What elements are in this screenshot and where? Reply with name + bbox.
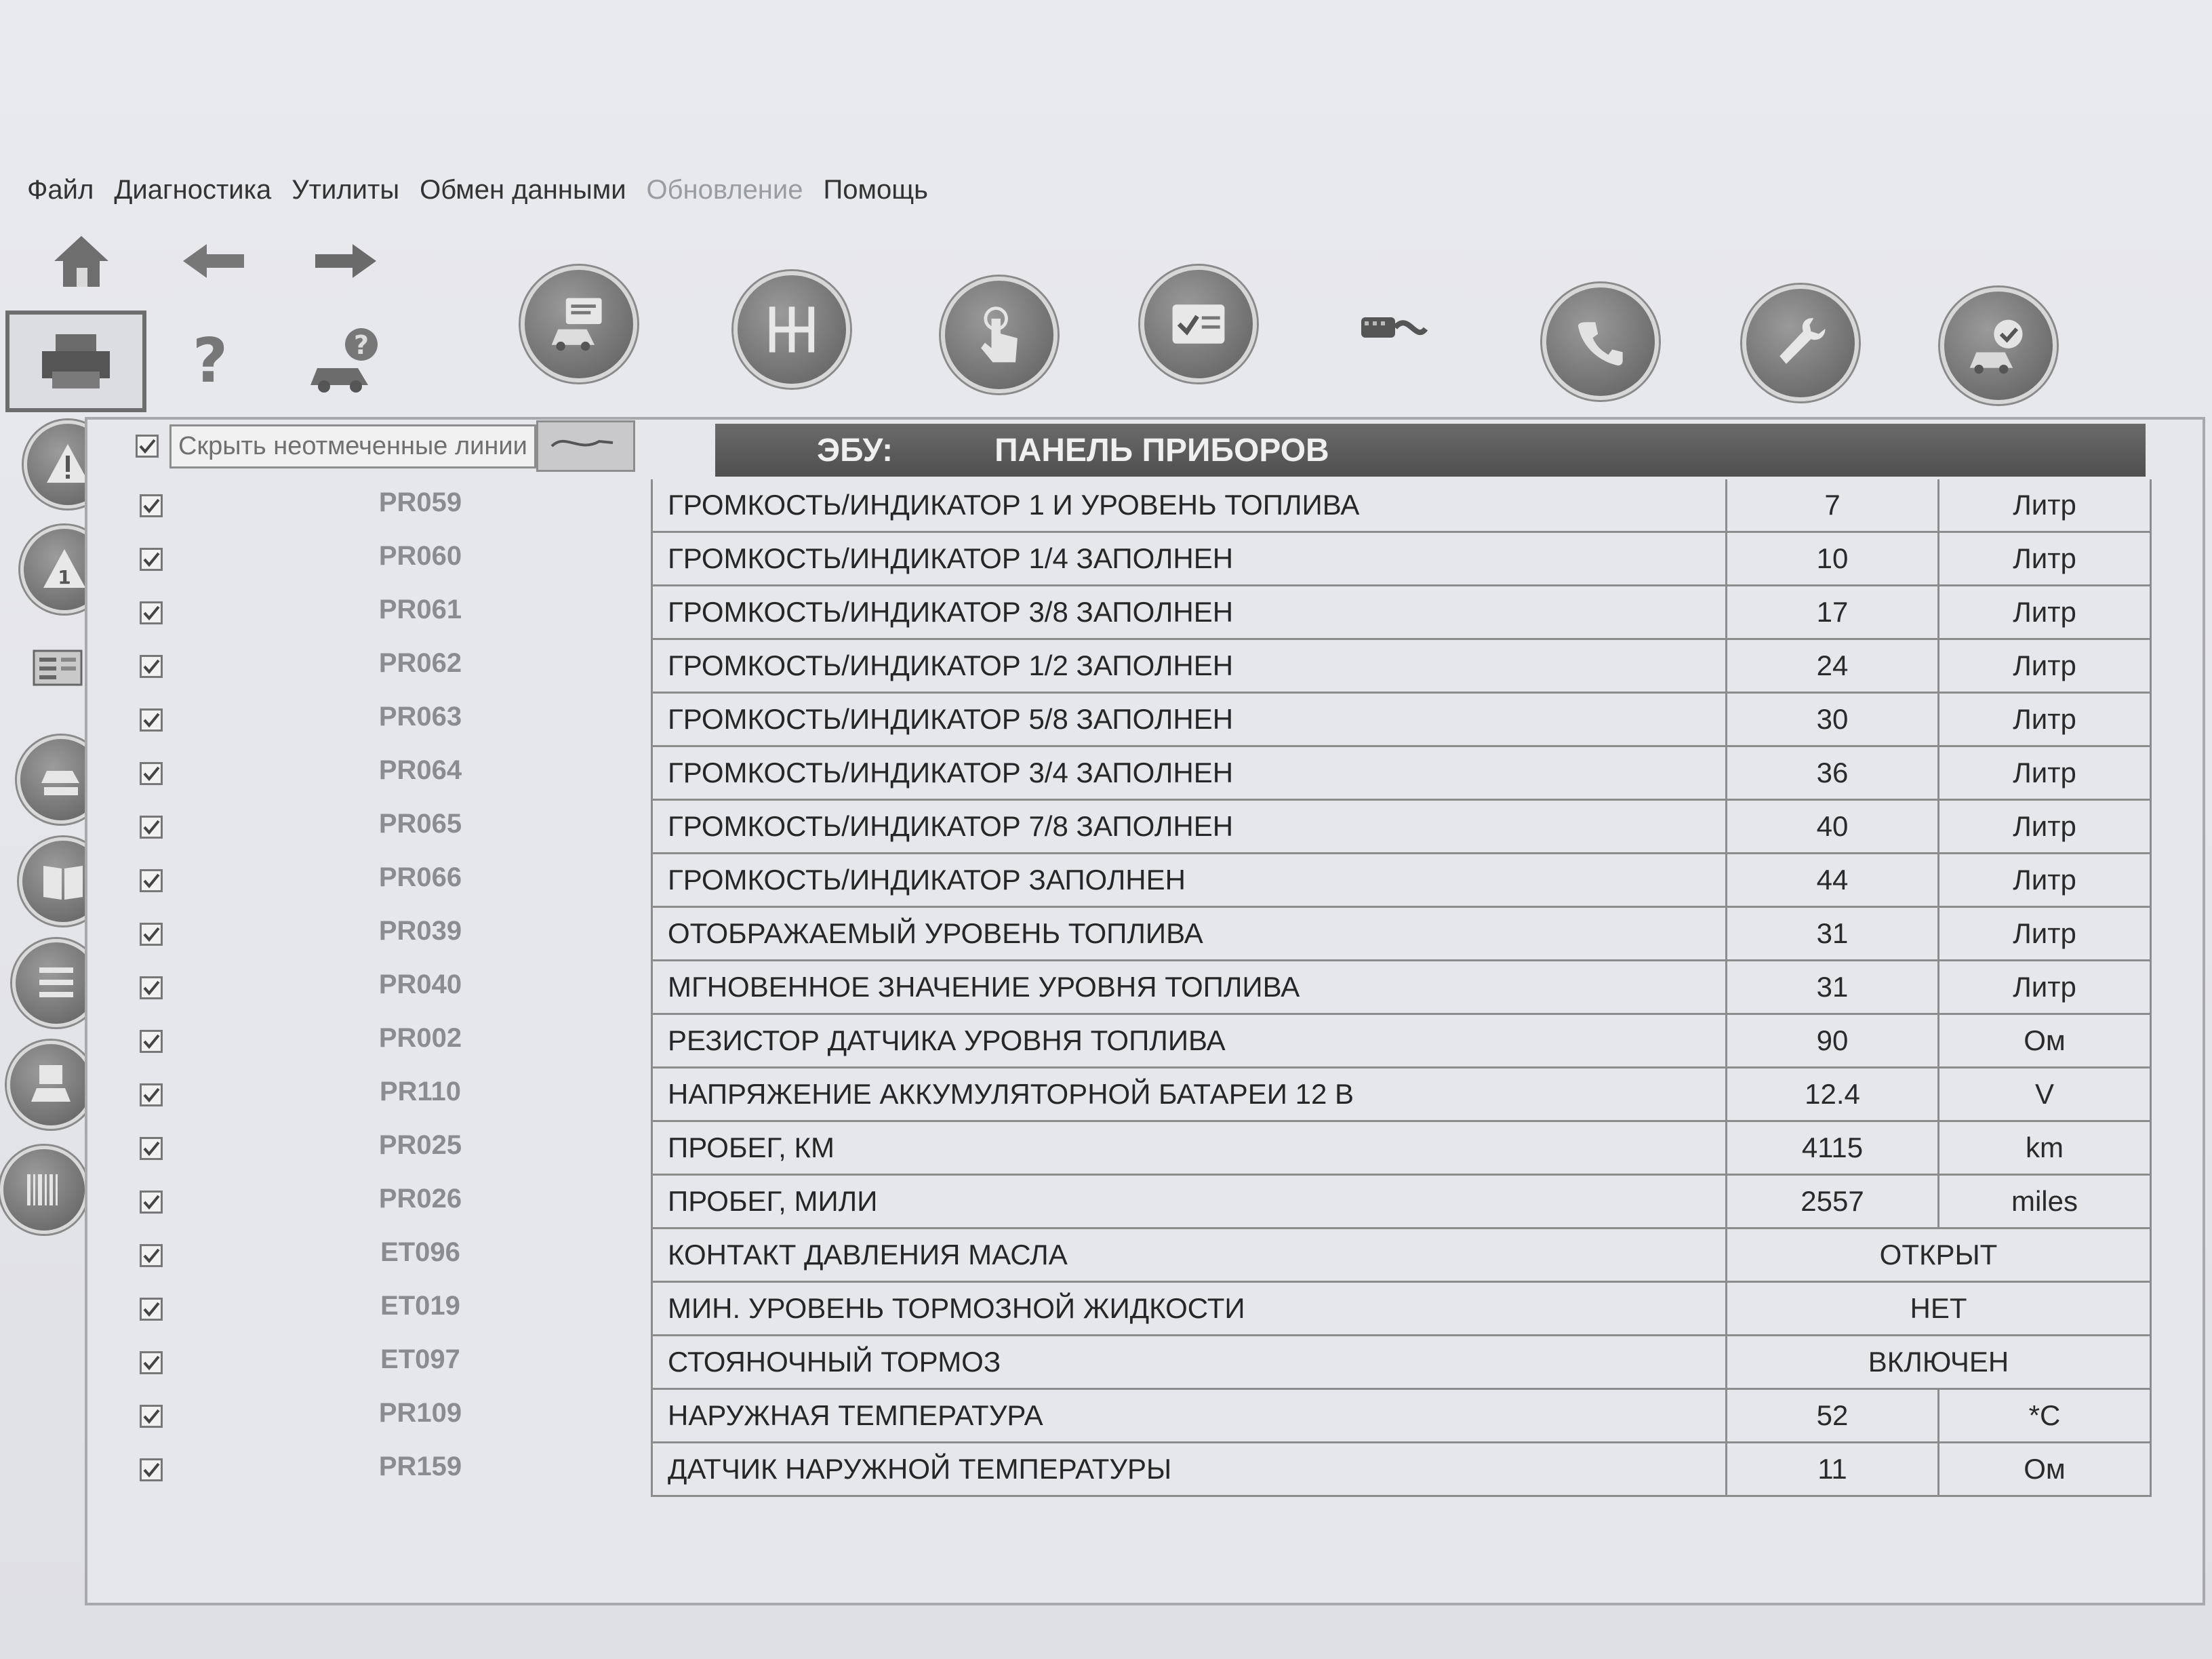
arrow-right-icon: [312, 241, 380, 281]
phone-icon: [1568, 309, 1633, 374]
svg-text:?: ?: [192, 327, 228, 392]
list-settings-icon: [33, 647, 83, 688]
row-checkbox[interactable]: [140, 1244, 163, 1267]
parameter-value: 40: [1725, 801, 1937, 854]
row-checkbox[interactable]: [140, 1351, 163, 1374]
parameter-unit: Литр: [1937, 854, 2152, 908]
row-checkbox[interactable]: [140, 1458, 163, 1481]
table-row: [88, 1443, 2190, 1496]
parameter-value: 12.4: [1725, 1068, 1937, 1122]
car-card-icon: [546, 292, 611, 357]
parameter-description: ГРОМКОСТЬ/ИНДИКАТОР 7/8 ЗАПОЛНЕН: [651, 801, 1725, 854]
parameter-value: 31: [1725, 908, 1937, 961]
checkmark-icon: [142, 603, 161, 622]
parameter-code: PR110: [379, 1077, 462, 1106]
row-checkbox[interactable]: [140, 708, 163, 732]
home-icon: [51, 233, 112, 290]
checkmark-icon: [142, 1300, 161, 1319]
book-icon: [39, 858, 87, 905]
parameter-code: PR026: [378, 1184, 462, 1214]
parameter-state: ОТКРЫТ: [1725, 1229, 2152, 1283]
checkmark-icon: [142, 657, 161, 676]
parameter-value: 7: [1725, 479, 1937, 533]
checkmark-icon: [142, 978, 161, 997]
parameter-description: ГРОМКОСТЬ/ИНДИКАТОР 3/8 ЗАПОЛНЕН: [651, 586, 1725, 640]
parameter-description: НАПРЯЖЕНИЕ АККУМУЛЯТОРНОЙ БАТАРЕИ 12 В: [651, 1068, 1725, 1122]
parameter-description: ГРОМКОСТЬ/ИНДИКАТОР 5/8 ЗАПОЛНЕН: [651, 694, 1725, 747]
vehicle-save-button[interactable]: [7, 1041, 95, 1129]
row-checkbox[interactable]: [140, 494, 163, 517]
table-row: [88, 801, 2190, 854]
filter-toggle-button[interactable]: [536, 420, 635, 472]
parameter-unit: Ом: [1937, 1015, 2152, 1068]
question-mark-icon: [186, 327, 234, 392]
svg-text:1: 1: [58, 566, 71, 588]
checkmark-icon: [142, 1032, 161, 1051]
row-checkbox[interactable]: [140, 1030, 163, 1053]
parameter-code: PR060: [378, 541, 462, 571]
home-button[interactable]: [47, 231, 115, 292]
tools-button[interactable]: [1742, 285, 1859, 401]
checkmark-icon: [142, 764, 161, 783]
parameter-state: ВКЛЮЧЕН: [1725, 1336, 2152, 1390]
parameter-value: 10: [1725, 533, 1937, 586]
table-row: [88, 1068, 2190, 1121]
checklist-icon: [1166, 292, 1231, 357]
parameter-code: ET096: [380, 1237, 460, 1267]
checkmark-icon: [142, 711, 161, 729]
car-check-icon: [1966, 313, 2031, 378]
parameter-value: 24: [1725, 640, 1937, 694]
parameter-description: МГНОВЕННОЕ ЗНАЧЕНИЕ УРОВНЯ ТОПЛИВА: [651, 961, 1725, 1015]
car-save-icon: [27, 1061, 75, 1108]
parameter-unit: Ом: [1937, 1443, 2152, 1497]
settings-list-icon: [33, 959, 80, 1007]
row-checkbox[interactable]: [140, 976, 163, 999]
menu-help[interactable]: Помощь: [823, 174, 928, 205]
parameter-unit: Литр: [1937, 961, 2152, 1015]
row-checkbox[interactable]: [140, 1298, 163, 1321]
parameter-code: PR063: [378, 702, 462, 732]
table-row: [88, 586, 2190, 639]
parameter-unit: Литр: [1937, 801, 2152, 854]
hide-unchecked-row: [136, 420, 635, 472]
parameter-code: ET097: [380, 1344, 460, 1374]
checkmark-icon: [142, 550, 161, 569]
gear-shift-icon: [759, 297, 824, 362]
checkmark-icon: [142, 871, 161, 890]
warning-number-icon: [41, 546, 88, 593]
printer-icon: [39, 331, 113, 392]
parameter-code: PR002: [378, 1023, 462, 1053]
parameter-description: ГРОМКОСТЬ/ИНДИКАТОР 1 И УРОВЕНЬ ТОПЛИВА: [651, 479, 1725, 533]
parameter-description: ГРОМКОСТЬ/ИНДИКАТОР ЗАПОЛНЕН: [651, 854, 1725, 908]
row-checkbox[interactable]: [140, 1083, 163, 1106]
table-row: [88, 533, 2190, 586]
checkmark-icon: [142, 1407, 161, 1426]
parameter-code: ET019: [380, 1291, 460, 1321]
back-button[interactable]: [180, 237, 247, 285]
parameter-description: ГРОМКОСТЬ/ИНДИКАТОР 1/2 ЗАПОЛНЕН: [651, 640, 1725, 694]
phone-support-button[interactable]: [1542, 283, 1659, 400]
row-checkbox[interactable]: [140, 762, 163, 785]
wrench-icon: [1768, 311, 1833, 376]
table-row: [88, 1229, 2190, 1282]
parameter-code: PR040: [378, 970, 462, 999]
parameter-code: PR061: [378, 595, 462, 624]
table-row: [88, 479, 2190, 532]
help-button[interactable]: [183, 325, 237, 393]
vehicle-help-button[interactable]: [305, 322, 386, 397]
table-row: [88, 694, 2190, 746]
parameter-code: PR025: [378, 1130, 462, 1160]
table-row: [88, 1390, 2190, 1443]
parameter-unit: Литр: [1937, 533, 2152, 586]
checkmark-icon: [142, 1085, 161, 1104]
table-row: [88, 1283, 2190, 1336]
menu-file[interactable]: Файл: [27, 174, 94, 205]
table-row: [88, 1176, 2190, 1228]
row-checkbox[interactable]: [140, 923, 163, 946]
forward-button[interactable]: [312, 237, 380, 285]
parameter-description: КОНТАКТ ДАВЛЕНИЯ МАСЛА: [651, 1229, 1725, 1283]
ecu-header: [715, 424, 2146, 477]
parameter-description: ПРОБЕГ, КМ: [651, 1122, 1725, 1176]
parameter-description: НАРУЖНАЯ ТЕМПЕРАТУРА: [651, 1390, 1725, 1443]
table-row: [88, 1015, 2190, 1068]
checkmark-icon: [142, 1139, 161, 1158]
table-row: [88, 747, 2190, 800]
checkmark-icon: [142, 496, 161, 515]
parameter-value: 90: [1725, 1015, 1937, 1068]
parameter-description: ОТОБРАЖАЕМЫЙ УРОВЕНЬ ТОПЛИВА: [651, 908, 1725, 961]
table-row: [88, 854, 2190, 907]
parameter-unit: *C: [1937, 1390, 2152, 1443]
row-checkbox[interactable]: [140, 1405, 163, 1428]
row-checkbox[interactable]: [140, 601, 163, 624]
barcode-icon: [20, 1166, 68, 1214]
parameter-code: PR059: [378, 487, 462, 517]
parameter-description: СТОЯНОЧНЫЙ ТОРМОЗ: [651, 1336, 1725, 1390]
gearbox-button[interactable]: [733, 271, 850, 388]
parameter-unit: Литр: [1937, 694, 2152, 747]
parameter-unit: km: [1937, 1122, 2152, 1176]
vehicle-identification-button[interactable]: [521, 266, 637, 382]
parameter-unit: Литр: [1937, 747, 2152, 801]
checkmark-icon: [138, 437, 157, 456]
menu-bar: [27, 169, 928, 210]
checkmark-icon: [142, 818, 161, 837]
parameter-code: PR062: [378, 648, 462, 678]
parameter-unit: V: [1937, 1068, 2152, 1122]
checklist-button[interactable]: [1140, 266, 1257, 382]
parameter-description: ГРОМКОСТЬ/ИНДИКАТОР 1/4 ЗАПОЛНЕН: [651, 533, 1725, 586]
touch-button[interactable]: [941, 277, 1058, 393]
table-row: [88, 961, 2190, 1014]
barcode-button[interactable]: [0, 1146, 88, 1234]
print-button[interactable]: [5, 311, 146, 412]
arrow-left-icon: [180, 241, 247, 281]
checkmark-icon: [142, 1246, 161, 1265]
row-checkbox[interactable]: [140, 1191, 163, 1214]
parameter-description: ДАТЧИК НАРУЖНОЙ ТЕМПЕРАТУРЫ: [651, 1443, 1725, 1497]
parameter-value: 36: [1725, 747, 1937, 801]
wave-arrow-icon: [538, 422, 626, 463]
row-checkbox[interactable]: [140, 655, 163, 678]
parameter-value: 31: [1725, 961, 1937, 1015]
cable-icon: [1358, 305, 1429, 353]
row-checkbox[interactable]: [140, 548, 163, 571]
svg-text:?: ?: [353, 329, 369, 360]
table-row: [88, 1122, 2190, 1175]
parameter-code: PR039: [378, 916, 462, 946]
table-row: [88, 1336, 2190, 1389]
checkmark-icon: [142, 925, 161, 944]
ecu-label: ЭБУ:: [817, 432, 893, 468]
parameter-unit: Литр: [1937, 586, 2152, 640]
connection-button[interactable]: [1356, 298, 1430, 359]
parameter-value: 44: [1725, 854, 1937, 908]
parameter-code: PR109: [378, 1398, 462, 1428]
vehicle-check-button[interactable]: [1940, 287, 2057, 404]
checkmark-icon: [142, 1353, 161, 1372]
car-question-icon: [307, 324, 385, 395]
parameter-description: ГРОМКОСТЬ/ИНДИКАТОР 3/4 ЗАПОЛНЕН: [651, 747, 1725, 801]
parameter-description: РЕЗИСТОР ДАТЧИКА УРОВНЯ ТОПЛИВА: [651, 1015, 1725, 1068]
parameter-unit: Литр: [1937, 640, 2152, 694]
hide-unchecked-checkbox[interactable]: [136, 435, 159, 458]
ecu-name: ПАНЕЛЬ ПРИБОРОВ: [994, 432, 1329, 468]
menu-data-exchange[interactable]: Обмен данными: [420, 174, 626, 205]
parameter-value: 2557: [1725, 1176, 1937, 1229]
parameter-description: МИН. УРОВЕНЬ ТОРМОЗНОЙ ЖИДКОСТИ: [651, 1283, 1725, 1336]
parameter-value: 4115: [1725, 1122, 1937, 1176]
row-checkbox[interactable]: [140, 816, 163, 839]
checkmark-icon: [142, 1460, 161, 1479]
parameter-value: 52: [1725, 1390, 1937, 1443]
data-list-button[interactable]: [31, 644, 85, 692]
row-checkbox[interactable]: [140, 1137, 163, 1160]
checkmark-icon: [142, 1193, 161, 1212]
parameter-code: PR159: [378, 1452, 462, 1481]
parameter-code: PR064: [378, 755, 462, 785]
parameter-value: 11: [1725, 1443, 1937, 1497]
parameter-code: PR065: [378, 809, 462, 839]
menu-diagnostics[interactable]: Диагностика: [114, 174, 272, 205]
parameter-state: НЕТ: [1725, 1283, 2152, 1336]
table-row: [88, 908, 2190, 961]
parameter-unit: Литр: [1937, 479, 2152, 533]
row-checkbox[interactable]: [140, 869, 163, 892]
parameter-code: PR066: [378, 862, 462, 892]
hand-pointer-icon: [967, 302, 1032, 367]
parameter-value: 17: [1725, 586, 1937, 640]
menu-update: Обновление: [646, 174, 803, 205]
menu-utilities[interactable]: Утилиты: [291, 174, 400, 205]
hide-unchecked-label[interactable]: Скрыть неотмеченные линии: [169, 424, 536, 468]
car-params-icon: [37, 756, 85, 803]
parameter-value: 30: [1725, 694, 1937, 747]
table-row: [88, 640, 2190, 693]
parameter-description: ПРОБЕГ, МИЛИ: [651, 1176, 1725, 1229]
parameter-unit: Литр: [1937, 908, 2152, 961]
parameter-unit: miles: [1937, 1176, 2152, 1229]
